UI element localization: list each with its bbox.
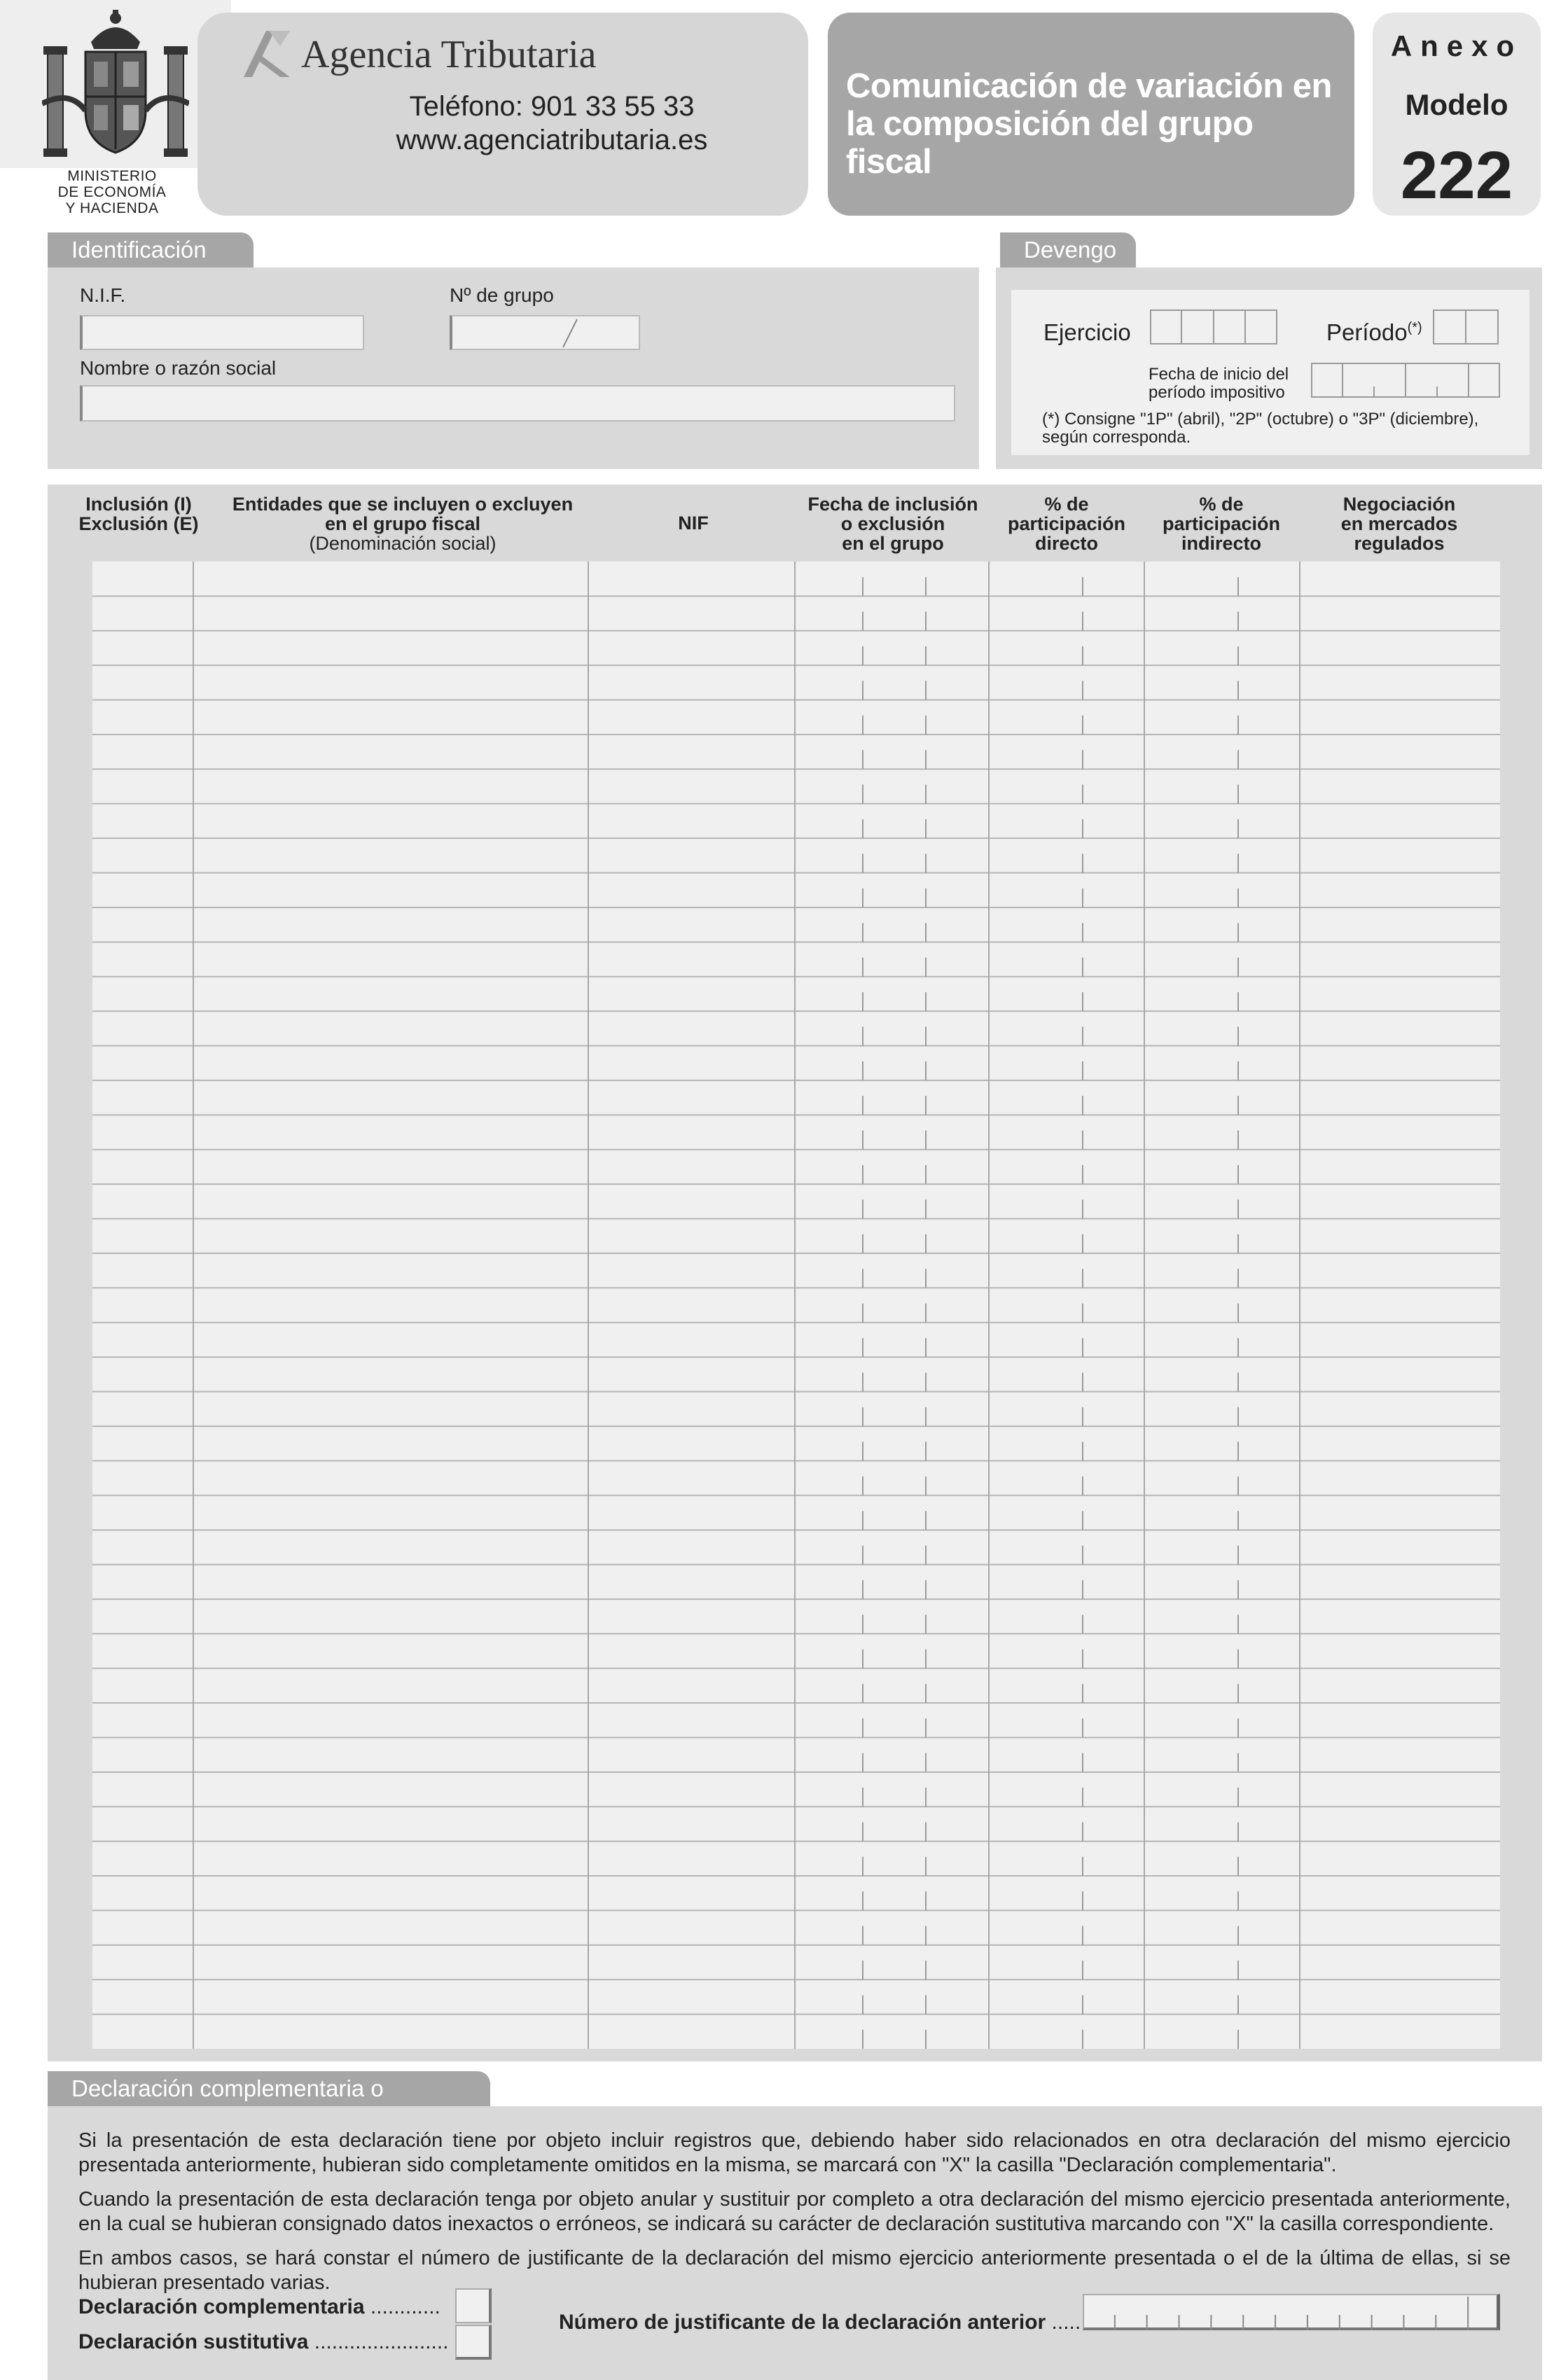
- identificacion-panel: [48, 267, 979, 469]
- header-negociacion-line-1: Negociación: [1343, 494, 1456, 515]
- fecha-inicio-label: [1149, 366, 1289, 402]
- complementaria-checkbox[interactable]: [455, 2288, 492, 2323]
- nif-input[interactable]: [80, 315, 364, 350]
- periodo-label-text: Período: [1326, 319, 1408, 345]
- group-number-input[interactable]: [450, 315, 640, 350]
- agency-name: Agencia Tributaria: [301, 33, 597, 76]
- header-fecha: [796, 494, 990, 553]
- header-inclusion-exclusion-line-1: Inclusión (I): [85, 494, 192, 515]
- declaracion-tab: Declaración complementaria o: [48, 2071, 490, 2106]
- justificante-dots: .....: [1046, 2311, 1081, 2334]
- agency-info-box: [197, 13, 808, 216]
- justificante-label-text: Número de justificante de la declaración anterior: [559, 2311, 1046, 2334]
- ejercicio-label: Ejercicio: [1043, 319, 1131, 345]
- identificacion-tab: Identificación: [48, 232, 254, 267]
- header-inclusion-exclusion-line-2: Exclusión (E): [78, 513, 199, 534]
- justificante-label: [559, 2311, 1081, 2334]
- ministry-name-line-3: Y HACIENDA: [65, 200, 159, 216]
- complementaria-label-text: Declaración complementaria: [78, 2295, 365, 2318]
- header-directo-line-1: % de: [1044, 494, 1089, 515]
- form-title: Comunicación de variación en la composición del grupo fiscal: [846, 67, 1332, 181]
- nif-label: N.I.F.: [80, 284, 126, 306]
- name-label: Nombre o razón social: [80, 357, 277, 379]
- devengo-panel: [996, 267, 1542, 469]
- justificante-ticks: [1083, 2294, 1500, 2330]
- fecha-inicio-label-line-2: período impositivo: [1149, 383, 1285, 402]
- header-entidades: [203, 494, 602, 553]
- spain-coat-of-arms-icon: [42, 6, 189, 167]
- fecha-inicio-dividers: [1311, 363, 1500, 398]
- declaracion-paragraph-3: En ambos casos, se hará constar el número de justificante de la declaración del mismo ejercicio anteriormente presentada o el de la última de ellas, si se hubieran presentado varias.: [78, 2247, 1511, 2294]
- declaracion-paragraph-1: Si la presentación de esta declaración tiene por objeto incluir registros que, debiendo haber sido relacionados en otra declaración del mismo ejercicio presentada anteriormente, hubieran sido completamente omitidos en la misma, se marcará con "X" la casilla "Declaración complementaria".: [78, 2129, 1511, 2176]
- ejercicio-dividers: [1150, 309, 1277, 345]
- modelo-label: Modelo: [1405, 88, 1508, 121]
- header-negociacion-line-3: regulados: [1354, 533, 1445, 554]
- entities-table-lines: [92, 562, 1500, 2049]
- sustitutiva-dots: .......................: [308, 2330, 449, 2353]
- sustitutiva-label: [78, 2330, 449, 2354]
- agency-phone: Teléfono: 901 33 55 33: [409, 91, 695, 122]
- header-inclusion-exclusion: [76, 494, 202, 534]
- declaracion-paragraph-2: Cuando la presentación de esta declaración tenga por objeto anular y sustituir por completo a otra declaración del mismo ejercicio presentada anteriormente, en la cual se hubieran consignado datos inexactos o erróneos, se indicará su carácter de declaración sustitutiva marcando con "X" la casilla correspondiente.: [78, 2188, 1511, 2235]
- devengo-note: (*) Consigne "1P" (abril), "2P" (octubre) o "3P" (diciembre), según corresponda.: [1042, 410, 1479, 447]
- agency-website: www.agenciatributaria.es: [396, 125, 708, 155]
- header-entidades-line-1: Entidades que se incluyen o excluyen: [232, 494, 574, 515]
- header-directo-line-3: directo: [1034, 533, 1099, 554]
- header-indirecto: [1144, 494, 1298, 553]
- group-number-slash-icon: [559, 318, 580, 349]
- model-box: [1373, 13, 1541, 216]
- ministry-name-line-1: MINISTERIO: [67, 168, 157, 184]
- periodo-dividers: [1433, 309, 1499, 345]
- complementaria-label: [78, 2295, 440, 2319]
- periodo-label: [1326, 319, 1422, 346]
- header-indirecto-line-3: indirecto: [1181, 533, 1261, 554]
- devengo-tab: Devengo: [1000, 232, 1136, 267]
- sustitutiva-checkbox[interactable]: [455, 2325, 492, 2360]
- sustitutiva-label-text: Declaración sustitutiva: [78, 2330, 309, 2353]
- model-number: 222: [1400, 138, 1513, 213]
- header-fecha-line-3: en el grupo: [842, 533, 944, 554]
- name-input[interactable]: [80, 385, 955, 422]
- fecha-inicio-label-line-1: Fecha de inicio del: [1149, 365, 1289, 384]
- header-negociacion: [1298, 494, 1500, 553]
- ministry-crest-area: [0, 0, 231, 216]
- header-nif: [590, 513, 797, 533]
- anexo-label: Anexo: [1390, 29, 1523, 62]
- entities-table-grid[interactable]: [92, 562, 1500, 2049]
- header-directo: [989, 494, 1144, 553]
- group-number-label: Nº de grupo: [450, 284, 554, 306]
- header-indirecto-line-2: participación: [1162, 513, 1281, 534]
- header-indirecto-line-1: % de: [1199, 494, 1244, 515]
- header-nif-line-1: NIF: [678, 513, 709, 534]
- periodo-mark: (*): [1407, 320, 1422, 335]
- header-directo-line-2: participación: [1007, 513, 1126, 534]
- agency-logo-icon: [241, 28, 293, 80]
- header-negociacion-line-2: en mercados: [1340, 513, 1458, 534]
- header-entidades-sub: (Denominación social): [309, 533, 497, 554]
- header-fecha-line-1: Fecha de inclusión: [807, 494, 978, 515]
- ministry-name-line-2: DE ECONOMÍA: [57, 184, 167, 200]
- header-entidades-line-2: en el grupo fiscal: [324, 513, 481, 534]
- form-title-box: [828, 13, 1354, 216]
- header-fecha-line-2: o exclusión: [840, 513, 945, 534]
- devengo-inner: [1011, 290, 1529, 455]
- complementaria-dots: ............: [364, 2295, 440, 2318]
